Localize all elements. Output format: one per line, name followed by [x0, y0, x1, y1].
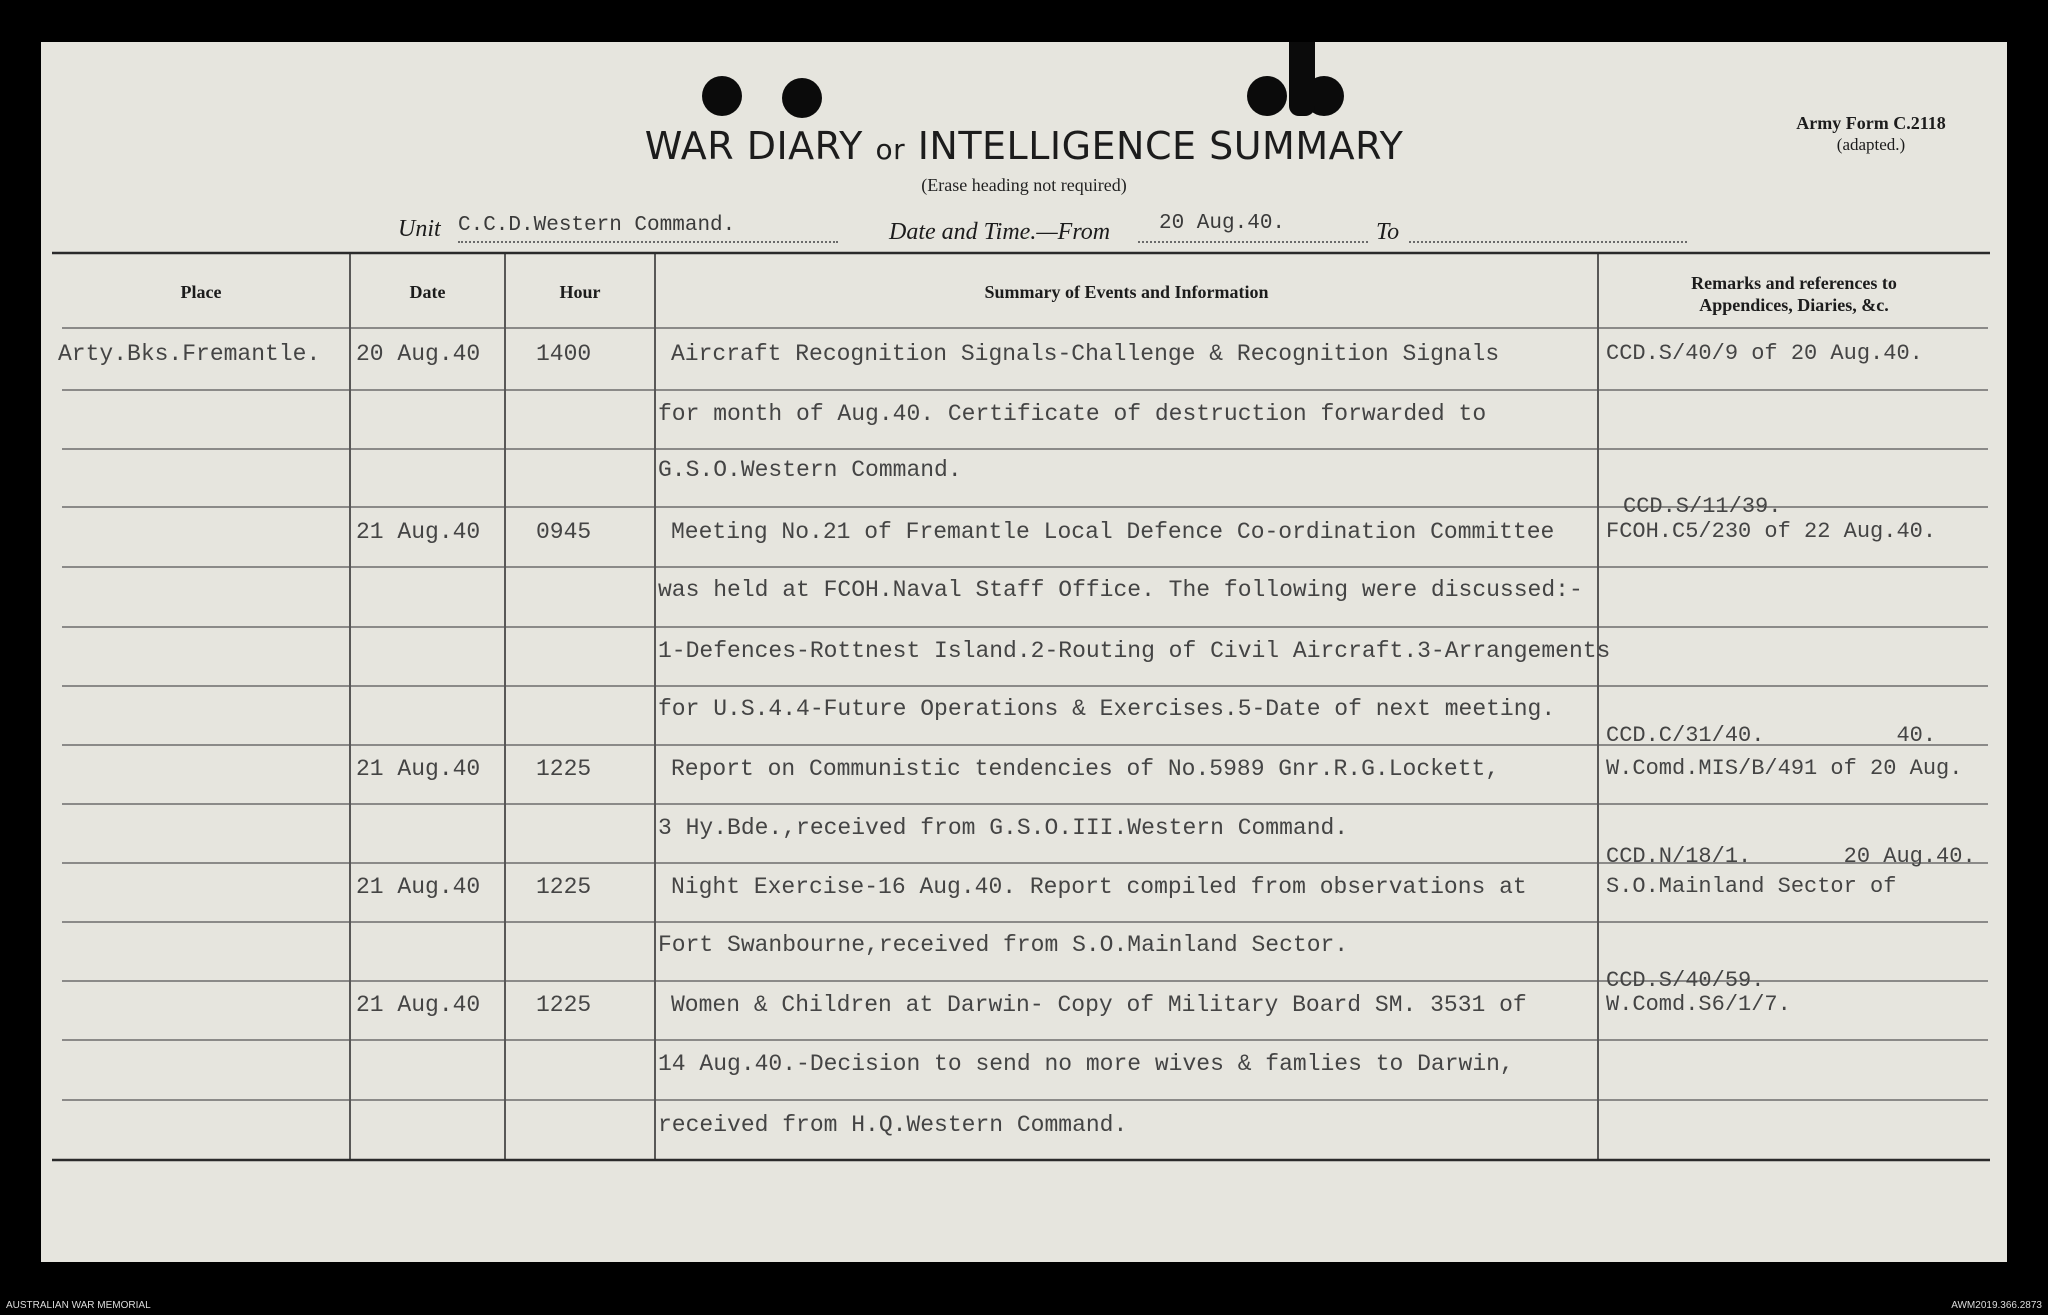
entry-summary: Report on Communistic tendencies of No.5989 Gnr.R.G.Lockett,	[671, 756, 1500, 782]
entry-hour: 1400	[536, 341, 592, 367]
entry-summary: for month of Aug.40. Certificate of destruction forwarded to	[658, 401, 1487, 427]
column-header-remarks	[1598, 272, 1990, 316]
entry-hour: 1225	[536, 756, 592, 782]
entry-summary: Fort Swanbourne,received from S.O.Mainland Sector.	[658, 932, 1349, 958]
form-number: Army Form C.2118	[1796, 113, 1946, 133]
entry-remark: W.Comd.MIS/B/491 of 20 Aug.	[1606, 756, 1963, 781]
entry-summary: Aircraft Recognition Signals-Challenge & Recognition Signals	[671, 341, 1500, 367]
column-header-hour: Hour	[559, 282, 601, 302]
entry-hour: 1225	[536, 992, 592, 1018]
entry-summary: 1-Defences-Rottnest Island.2-Routing of Civil Aircraft.3-Arrangements	[658, 638, 1611, 664]
entry-remark: CCD.S/40/9 of 20 Aug.40.	[1606, 341, 1923, 366]
entry-summary: for U.S.4.4-Future Operations & Exercises.5-Date of next meeting.	[658, 696, 1556, 722]
entry-date: 21 Aug.40	[356, 992, 481, 1018]
entry-remark: W.Comd.S6/1/7.	[1606, 992, 1791, 1017]
entry-summary: Night Exercise-16 Aug.40. Report compiled from observations at	[671, 874, 1527, 900]
entry-remark-reference: CCD.S/11/39.	[1623, 494, 1782, 519]
entry-summary: G.S.O.Western Command.	[658, 457, 962, 483]
entry-summary: 3 Hy.Bde.,received from G.S.O.III.Western Command.	[658, 815, 1349, 841]
entry-summary: was held at FCOH.Naval Staff Office. The following were discussed:-	[658, 577, 1583, 603]
diary-page	[41, 42, 2007, 1262]
entry-hour: 1225	[536, 874, 592, 900]
page-subtitle: (Erase heading not required)	[921, 175, 1127, 195]
entry-summary: 14 Aug.40.-Decision to send no more wives & famlies to Darwin,	[658, 1051, 1514, 1077]
entry-date: 21 Aug.40	[356, 519, 481, 545]
entry-date: 20 Aug.40	[356, 341, 481, 367]
unit-label: Unit	[398, 216, 441, 242]
column-header-place: Place	[180, 282, 222, 302]
entry-summary: received from H.Q.Western Command.	[658, 1112, 1128, 1138]
title-part: WAR DIARY	[644, 124, 863, 168]
title-part: INTELLIGENCE SUMMARY	[917, 124, 1404, 168]
unit-value: C.C.D.Western Command.	[458, 214, 736, 237]
entry-remark: S.O.Mainland Sector of	[1606, 874, 1897, 899]
entry-date: 21 Aug.40	[356, 756, 481, 782]
remarks-header-line: Appendices, Diaries, &c.	[1699, 295, 1889, 315]
date-from-value: 20 Aug.40.	[1159, 212, 1286, 235]
entry-remark-reference: CCD.C/31/40. 40.	[1606, 723, 1937, 748]
entry-date: 21 Aug.40	[356, 874, 481, 900]
title-or: or	[875, 133, 906, 166]
entry-summary: Meeting No.21 of Fremantle Local Defence Co-ordination Committee	[671, 519, 1555, 545]
archive-credit: AUSTRALIAN WAR MEMORIAL	[6, 1300, 151, 1311]
form-adapted-note: (adapted.)	[1836, 135, 1906, 154]
entry-remark: FCOH.C5/230 of 22 Aug.40.	[1606, 519, 1937, 544]
column-header-summary: Summary of Events and Information	[984, 282, 1269, 302]
archive-reference: AWM2019.366.2873	[1951, 1300, 2042, 1311]
date-from-label: Date and Time.—From	[889, 219, 1111, 245]
entry-hour: 0945	[536, 519, 592, 545]
entry-place: Arty.Bks.Fremantle.	[58, 341, 321, 367]
entry-remark-reference: CCD.S/40/59.	[1606, 968, 1765, 993]
column-header-date: Date	[409, 282, 446, 302]
remarks-header-line: Remarks and references to	[1691, 273, 1897, 293]
entry-remark-reference: CCD.N/18/1. 20 Aug.40.	[1606, 844, 1976, 869]
entry-summary: Women & Children at Darwin- Copy of Military Board SM. 3531 of	[671, 992, 1527, 1018]
to-label: To	[1376, 219, 1400, 245]
